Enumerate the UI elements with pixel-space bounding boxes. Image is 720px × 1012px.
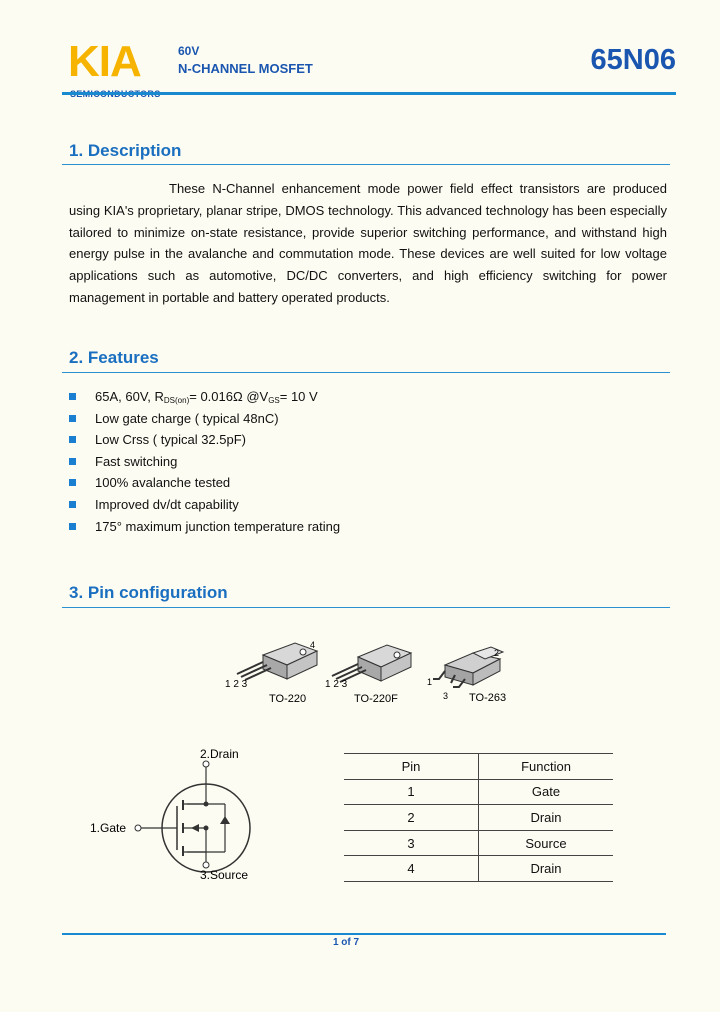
feature-item: Improved dv/dt capability <box>69 494 340 516</box>
feature-item: Low gate charge ( typical 48nC) <box>69 408 340 430</box>
table-header-row <box>344 754 613 780</box>
bullet-square-icon <box>69 479 76 486</box>
table-row <box>344 779 613 805</box>
svg-text:TO-220F: TO-220F <box>354 693 398 705</box>
table-cell: Gate <box>479 779 614 805</box>
pin-config-title: 3. Pin configuration <box>69 583 228 602</box>
table-row <box>344 830 613 856</box>
table-header-cell: Pin <box>344 754 479 780</box>
bullet-square-icon <box>69 458 76 465</box>
gate-label: 1.Gate <box>90 821 127 835</box>
source-label: 3.Source <box>200 868 249 882</box>
feature-item: 175° maximum junction temperature rating <box>69 516 340 538</box>
to-263-package-icon <box>427 647 506 704</box>
to-220-package-icon <box>225 640 317 705</box>
drain-label: 2.Drain <box>200 747 239 761</box>
description-text: These N-Channel enhancement mode power field effect transistors are produced using KIA's proprietary, planar stripe, DMOS technology. This advanced technology has been especially tailored to minimize on-state resistance, provide superior switching performance, and withstand high energy pulse in the avalanche and commutation mode. These devices are well suited for low voltage applications such as automotive, DC/DC converters, and high efficiency switching for power management in portable and battery operated products. <box>69 181 667 305</box>
svg-text:1 2 3: 1 2 3 <box>325 679 348 690</box>
description-body <box>69 178 667 309</box>
svg-text:TO-220: TO-220 <box>269 693 307 705</box>
svg-text:1: 1 <box>427 677 433 687</box>
table-cell: Drain <box>479 805 614 831</box>
bullet-square-icon <box>69 415 76 422</box>
bullet-square-icon <box>69 436 76 443</box>
table-row <box>344 856 613 882</box>
table-cell: 3 <box>344 830 479 856</box>
svg-text:3: 3 <box>443 691 449 701</box>
feature-item: 100% avalanche tested <box>69 472 340 494</box>
table-cell: 4 <box>344 856 479 882</box>
footer-divider <box>62 933 666 935</box>
features-title: 2. Features <box>69 348 159 367</box>
table-cell: Drain <box>479 856 614 882</box>
table-cell: Source <box>479 830 614 856</box>
bullet-square-icon <box>69 501 76 508</box>
to-220f-package-icon <box>325 645 411 705</box>
header-voltage: 60V <box>178 44 200 58</box>
svg-text:TO-263: TO-263 <box>469 692 507 704</box>
part-number: 65N06 <box>590 44 676 76</box>
feature-item: 65A, 60V, $R_{DS(on)}= 0.016\Omega$ $@V_{GS}= 10$ V <box>69 386 340 408</box>
page-number: 1 of 7 <box>332 937 360 948</box>
company-logo: KIA <box>68 37 141 86</box>
feature-item: Low Crss ( typical 32.5pF) <box>69 429 340 451</box>
description-title: 1. Description <box>69 141 182 160</box>
features-list <box>69 386 340 537</box>
description-divider <box>62 164 670 165</box>
mosfet-schematic-icon <box>85 742 265 890</box>
table-row <box>344 805 613 831</box>
pin-config-divider <box>62 607 670 608</box>
features-divider <box>62 372 670 373</box>
table-cell: 2 <box>344 805 479 831</box>
svg-text:4: 4 <box>310 640 316 650</box>
pin-function-table <box>344 753 613 882</box>
feature-item: Fast switching <box>69 451 340 473</box>
svg-text:1 2 3: 1 2 3 <box>225 679 248 690</box>
bullet-square-icon <box>69 393 76 400</box>
header-divider <box>62 92 676 95</box>
package-illustrations <box>215 635 515 710</box>
bullet-square-icon <box>69 523 76 530</box>
svg-text:2: 2 <box>494 648 500 658</box>
table-header-cell: Function <box>479 754 614 780</box>
table-cell: 1 <box>344 779 479 805</box>
header-device-type: N-CHANNEL MOSFET <box>178 61 313 76</box>
